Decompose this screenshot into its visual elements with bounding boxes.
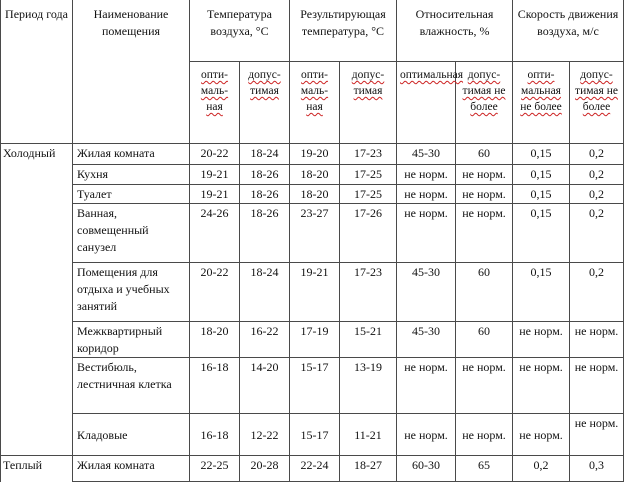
speed-optimal-cell: 0,15 (513, 185, 570, 204)
humidity-optimal-cell: не норм. (397, 414, 456, 456)
speed-allowable-cell: 0,2 (570, 263, 624, 322)
room-name-cell: Ванная, совмещенный санузел (73, 204, 190, 263)
subheader-temp-optimal (190, 62, 240, 144)
table-row (1, 414, 624, 456)
speed-allowable-cell: не норм. (570, 358, 624, 414)
temp-allowable-cell: 16-22 (240, 322, 290, 358)
subheader-humidity-optimal (397, 62, 464, 144)
period-cold-label: Холодный (3, 146, 56, 160)
table-row (1, 263, 624, 322)
result-allowable-cell: 11-21 (340, 414, 397, 456)
result-optimal-cell: 19-20 (290, 144, 340, 165)
result-allowable-cell: 17-25 (340, 165, 397, 185)
header-room-name-text: Наименование помещения (93, 7, 169, 38)
room-name-cell: Кухня (73, 165, 190, 185)
subheader-humidity-optimal-text: оптимальная (400, 69, 464, 81)
speed-allowable-cell: 0,2 (570, 204, 624, 263)
result-optimal-cell: 15-17 (290, 414, 340, 456)
period-cell-empty (1, 185, 73, 204)
result-optimal-cell: 18-20 (290, 185, 340, 204)
result-allowable-cell: 15-21 (340, 322, 397, 358)
header-result-temp-text: Результирующая температура, °С (300, 7, 386, 38)
temp-optimal-cell: 24-26 (190, 204, 240, 263)
header-period-text: Период года (5, 7, 68, 21)
result-optimal-cell: 19-21 (290, 263, 340, 322)
subheader-temp-allowable-text: допус-тимая (248, 69, 281, 97)
temp-allowable-cell: 18-26 (240, 165, 290, 185)
speed-optimal-cell: 0,15 (513, 165, 570, 185)
temp-allowable-cell: 14-20 (240, 358, 290, 414)
speed-allowable-cell: 0,2 (570, 144, 624, 165)
room-name-cell: Помещения для отдыха и учебных занятий (73, 263, 190, 322)
table-row (1, 456, 624, 482)
temp-allowable-cell: 12-22 (240, 414, 290, 456)
speed-optimal-cell: 0,15 (513, 204, 570, 263)
result-optimal-cell: 15-17 (290, 358, 340, 414)
temp-allowable-cell: 20-28 (240, 456, 290, 482)
subheader-speed-allowable (570, 62, 624, 144)
subheader-humidity-allowable-text: допус-тимая не более (462, 69, 506, 113)
subheader-result-optimal (290, 62, 340, 144)
result-allowable-cell: 17-25 (340, 185, 397, 204)
period-cell-empty (1, 204, 73, 263)
humidity-optimal-cell: не норм. (397, 358, 456, 414)
speed-allowable-cell: не норм. (570, 322, 624, 358)
header-air-temp-text: Температура воздуха, °С (207, 7, 272, 38)
header-air-speed-text: Скорость движения воздуха, м/с (517, 7, 619, 38)
temp-optimal-cell: 19-21 (190, 185, 240, 204)
humidity-allowable-cell: не норм. (456, 165, 513, 185)
speed-allowable-cell: 0,2 (570, 165, 624, 185)
temp-optimal-cell: 19-21 (190, 165, 240, 185)
speed-optimal-cell: 0,2 (513, 456, 570, 482)
humidity-optimal-cell: 45-30 (397, 322, 456, 358)
result-allowable-cell: 17-26 (340, 204, 397, 263)
period-cell-empty (1, 322, 73, 358)
speed-allowable-cell: не норм. (570, 414, 624, 456)
room-name-cell: Жилая комната (73, 456, 190, 482)
table-row (1, 358, 624, 414)
speed-optimal-cell: 0,15 (513, 263, 570, 322)
humidity-optimal-cell: 60-30 (397, 456, 456, 482)
speed-optimal-cell: не норм. (513, 414, 570, 456)
header-humidity-text: Относительная влажность, % (415, 7, 494, 38)
temp-allowable-cell: 18-26 (240, 204, 290, 263)
speed-allowable-cell: 0,2 (570, 185, 624, 204)
temp-allowable-cell: 18-24 (240, 263, 290, 322)
period-cell-warm (1, 456, 73, 482)
temp-optimal-cell: 22-25 (190, 456, 240, 482)
subheader-result-allowable-text: допус-тимая (351, 69, 385, 97)
subheader-humidity-allowable (456, 62, 513, 144)
subheader-temp-optimal-text: опти-маль-ная (200, 69, 229, 113)
table-row (1, 165, 624, 185)
subheader-temp-allowable (240, 62, 290, 144)
temp-allowable-cell: 18-26 (240, 185, 290, 204)
table-row (1, 204, 624, 263)
header-result-temp (290, 0, 397, 62)
humidity-allowable-cell: 60 (456, 144, 513, 165)
result-allowable-cell: 17-23 (340, 144, 397, 165)
table-row (1, 144, 624, 165)
header-room-name (73, 0, 190, 144)
period-warm-label: Теплый (3, 458, 43, 472)
subheader-speed-optimal (513, 62, 570, 144)
period-cell-empty (1, 414, 73, 456)
humidity-optimal-cell: не норм. (397, 185, 456, 204)
humidity-optimal-cell: не норм. (397, 204, 456, 263)
period-cell-empty (1, 358, 73, 414)
header-period (1, 0, 73, 144)
subheader-speed-allowable-text: допус-тимая не более (575, 69, 618, 113)
result-allowable-cell: 17-23 (340, 263, 397, 322)
temp-optimal-cell: 18-20 (190, 322, 240, 358)
header-humidity (397, 0, 513, 62)
room-name-cell: Межквартирный коридор (73, 322, 190, 358)
subheader-result-optimal-text: опти-маль-ная (300, 69, 329, 113)
humidity-optimal-cell: 45-30 (397, 144, 456, 165)
result-allowable-cell: 13-19 (340, 358, 397, 414)
humidity-allowable-cell: не норм. (456, 358, 513, 414)
room-name-cell: Жилая комната (73, 144, 190, 165)
result-optimal-cell: 23-27 (290, 204, 340, 263)
subheader-speed-optimal-text: опти-мальная не более (520, 69, 562, 113)
temp-optimal-cell: 20-22 (190, 144, 240, 165)
header-air-speed (513, 0, 624, 62)
table-row (1, 185, 624, 204)
humidity-optimal-cell: не норм. (397, 165, 456, 185)
result-optimal-cell: 17-19 (290, 322, 340, 358)
speed-optimal-cell: не норм. (513, 322, 570, 358)
humidity-allowable-cell: не норм. (456, 185, 513, 204)
room-name-cell: Вестибюль, лестничная клетка (73, 358, 190, 414)
room-name-cell: Кладовые (73, 414, 190, 456)
humidity-allowable-cell: 65 (456, 456, 513, 482)
period-cell-empty (1, 165, 73, 185)
period-cell-empty (1, 263, 73, 322)
temp-optimal-cell: 16-18 (190, 358, 240, 414)
humidity-allowable-cell: 60 (456, 263, 513, 322)
humidity-allowable-cell: не норм. (456, 204, 513, 263)
temp-optimal-cell: 20-22 (190, 263, 240, 322)
period-cell-cold (1, 144, 73, 165)
temp-allowable-cell: 18-24 (240, 144, 290, 165)
header-row-main (1, 0, 624, 62)
result-allowable-cell: 18-27 (340, 456, 397, 482)
result-optimal-cell: 22-24 (290, 456, 340, 482)
room-name-cell: Туалет (73, 185, 190, 204)
result-optimal-cell: 18-20 (290, 165, 340, 185)
header-air-temp (190, 0, 290, 62)
speed-optimal-cell: не норм. (513, 358, 570, 414)
speed-allowable-cell: 0,3 (570, 456, 624, 482)
humidity-allowable-cell: не норм. (456, 414, 513, 456)
temp-optimal-cell: 16-18 (190, 414, 240, 456)
humidity-allowable-cell: 60 (456, 322, 513, 358)
humidity-optimal-cell: 45-30 (397, 263, 456, 322)
table-row (1, 322, 624, 358)
speed-optimal-cell: 0,15 (513, 144, 570, 165)
subheader-result-allowable (340, 62, 397, 144)
